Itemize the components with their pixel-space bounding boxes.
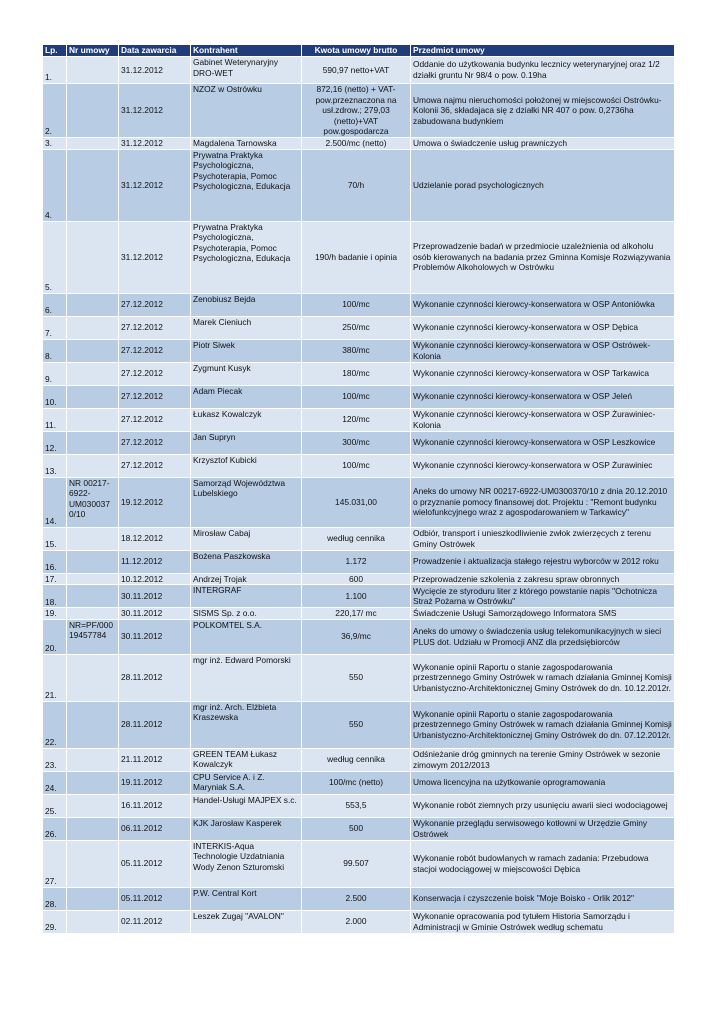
cell-data-zawarcia: 27.12.2012 <box>119 362 191 385</box>
cell-kontrahent: Magdalena Tarnowska <box>191 137 302 149</box>
cell-przedmiot: Aneks do umowy o świadczenia usług telekomunikacyjnych w sieci PLUS dot. Udziału w Promocji ANZ dla przedsiębiorców <box>411 619 675 654</box>
cell-lp: 17. <box>43 573 67 585</box>
cell-nr-umowy <box>67 137 119 149</box>
cell-nr-umowy: NR=PF/000 19457784 <box>67 619 119 654</box>
header-przedmiot: Przedmiot umowy <box>411 45 675 57</box>
cell-przedmiot: Świadczenie Usługi Samorządowego Informatora SMS <box>411 608 675 620</box>
cell-data-zawarcia: 28.11.2012 <box>119 701 191 748</box>
cell-kontrahent: Gabinet Weterynaryjny DRO-WET <box>191 57 302 84</box>
cell-kwota: 553,5 <box>302 794 411 817</box>
cell-nr-umowy <box>67 149 119 221</box>
cell-kontrahent: KJK Jarosław Kasperek <box>191 817 302 840</box>
cell-kwota: 120/mc <box>302 408 411 431</box>
table-body <box>43 57 675 934</box>
cell-data-zawarcia: 27.12.2012 <box>119 293 191 316</box>
cell-nr-umowy <box>67 57 119 84</box>
cell-kwota: według cennika <box>302 748 411 771</box>
cell-lp: 11. <box>43 408 67 431</box>
cell-lp: 13. <box>43 454 67 477</box>
cell-nr-umowy <box>67 339 119 362</box>
cell-nr-umowy <box>67 794 119 817</box>
cell-kwota: 220,17/ mc <box>302 608 411 620</box>
cell-kontrahent: Andrzej Trojak <box>191 573 302 585</box>
header-lp: Lp. <box>43 45 67 57</box>
cell-lp: 27. <box>43 840 67 887</box>
cell-przedmiot: Odbiór, transport i unieszkodliwienie zwłok zwierzęcych z terenu Gminy Ostrówek <box>411 527 675 550</box>
cell-kontrahent: POLKOMTEL S.A. <box>191 619 302 654</box>
cell-kontrahent: Leszek Zugaj "AVALON" <box>191 910 302 933</box>
cell-przedmiot: Oddanie do użytkowania budynku lecznicy weterynaryjnej oraz 1/2 działki gruntu Nr 98/4 o pow. 0.19ha <box>411 57 675 84</box>
cell-nr-umowy <box>67 527 119 550</box>
cell-przedmiot: Wykonanie czynności kierowcy-konserwatora w OSP Dębica <box>411 316 675 339</box>
table-row <box>43 362 675 385</box>
cell-nr-umowy <box>67 608 119 620</box>
cell-kontrahent: mgr inż. Edward Pomorski <box>191 654 302 701</box>
cell-przedmiot: Wykonanie czynności kierowcy-konserwatora w OSP Ostrówek-Kolonia <box>411 339 675 362</box>
cell-data-zawarcia: 31.12.2012 <box>119 137 191 149</box>
cell-kwota: 99.507 <box>302 840 411 887</box>
cell-lp: 14. <box>43 477 67 527</box>
cell-kontrahent: NZOZ w Ostrówku <box>191 84 302 138</box>
cell-lp: 25. <box>43 794 67 817</box>
cell-przedmiot: Aneks do umowy NR 00217-6922-UM0300370/10 z dnia 20.12.2010 o przyznanie pomocy finansowej dot. Projektu : "Remont budynku wielofunkcyjnego wraz z agospodarowaniem w Tarkawicy" <box>411 477 675 527</box>
cell-lp: 23. <box>43 748 67 771</box>
cell-nr-umowy <box>67 550 119 573</box>
cell-lp: 24. <box>43 771 67 794</box>
cell-data-zawarcia: 05.11.2012 <box>119 887 191 910</box>
cell-kwota: 600 <box>302 573 411 585</box>
cell-przedmiot: Umowa o świadczenie usług prawniczych <box>411 137 675 149</box>
cell-przedmiot: Umowa najmu nieruchomości położonej w miejscowości Ostrówku-Kolonii 36, składajaca się z działki NR 407 o pow. 0,2736ha zabudowana budynkiem <box>411 84 675 138</box>
table-row <box>43 84 675 138</box>
cell-kontrahent: Prywatna Praktyka Psychologiczna, Psychoterapia, Pomoc Psychologiczna, Edukacja <box>191 221 302 293</box>
cell-kontrahent: SISMS Sp. z o.o. <box>191 608 302 620</box>
table-row <box>43 573 675 585</box>
cell-kwota: 872,16 (netto) + VAT-pow.przeznaczona na usł.zdrow.; 279,03 (netto)+VAT pow.gospodarcza <box>302 84 411 138</box>
cell-lp: 26. <box>43 817 67 840</box>
cell-kwota: 100/mc (netto) <box>302 771 411 794</box>
cell-kontrahent: CPU Service A. i Z. Maryniak S.A. <box>191 771 302 794</box>
cell-data-zawarcia: 21.11.2012 <box>119 748 191 771</box>
cell-lp: 29. <box>43 910 67 933</box>
cell-kwota: 2.500 <box>302 887 411 910</box>
cell-kontrahent: Marek Cieniuch <box>191 316 302 339</box>
cell-data-zawarcia: 30.11.2012 <box>119 608 191 620</box>
cell-data-zawarcia: 27.12.2012 <box>119 339 191 362</box>
cell-nr-umowy <box>67 293 119 316</box>
cell-kwota: 100/mc <box>302 385 411 408</box>
cell-kontrahent: Jan Supryn <box>191 431 302 454</box>
cell-lp: 18. <box>43 585 67 608</box>
cell-data-zawarcia: 27.12.2012 <box>119 316 191 339</box>
cell-przedmiot: Wycięcie ze styroduru liter z którego powstanie napis "Ochotnicza Straż Pożarna w Ostrówku" <box>411 585 675 608</box>
cell-data-zawarcia: 31.12.2012 <box>119 221 191 293</box>
cell-data-zawarcia: 10.12.2012 <box>119 573 191 585</box>
cell-nr-umowy <box>67 910 119 933</box>
cell-kontrahent: INTERGRAF <box>191 585 302 608</box>
cell-lp: 7. <box>43 316 67 339</box>
cell-kwota: 2.500/mc (netto) <box>302 137 411 149</box>
cell-nr-umowy <box>67 573 119 585</box>
cell-data-zawarcia: 28.11.2012 <box>119 654 191 701</box>
cell-kontrahent: INTERKIS-Aqua Technologie Uzdatniania Wody Zenon Szturomski <box>191 840 302 887</box>
cell-nr-umowy <box>67 654 119 701</box>
cell-kontrahent: Zygmunt Kusyk <box>191 362 302 385</box>
header-kontrahent: Kontrahent <box>191 45 302 57</box>
cell-nr-umowy <box>67 817 119 840</box>
cell-kwota: 100/mc <box>302 454 411 477</box>
cell-data-zawarcia: 19.11.2012 <box>119 771 191 794</box>
cell-nr-umowy <box>67 585 119 608</box>
cell-kontrahent: Krzysztof Kubicki <box>191 454 302 477</box>
cell-nr-umowy <box>67 362 119 385</box>
cell-kwota: 500 <box>302 817 411 840</box>
table-row <box>43 701 675 748</box>
contracts-document <box>42 44 674 934</box>
header-row <box>43 45 675 57</box>
cell-kontrahent: Prywatna Praktyka Psychologiczna, Psychoterapia, Pomoc Psychologiczna, Edukacja <box>191 149 302 221</box>
cell-przedmiot: Wykonanie opinii Raportu o stanie zagospodarowania przestrzennego Gminy Ostrówek w ramach działania Gminnej Komisji Urbanistyczno-Architektonicznej Gminy Ostrówek do dn. 10.12.2012r. <box>411 654 675 701</box>
cell-data-zawarcia: 05.11.2012 <box>119 840 191 887</box>
cell-data-zawarcia: 30.11.2012 <box>119 619 191 654</box>
cell-lp: 21. <box>43 654 67 701</box>
cell-kontrahent: P.W. Central Kort <box>191 887 302 910</box>
cell-kontrahent: Mirosław Cabaj <box>191 527 302 550</box>
cell-nr-umowy <box>67 385 119 408</box>
cell-kwota: 300/mc <box>302 431 411 454</box>
cell-przedmiot: Wykonanie czynności kierowcy-konserwatora w OSP Tarkawica <box>411 362 675 385</box>
cell-przedmiot: Udzielanie porad psychologicznych <box>411 149 675 221</box>
cell-lp: 28. <box>43 887 67 910</box>
cell-kwota: 380/mc <box>302 339 411 362</box>
cell-kwota: 550 <box>302 701 411 748</box>
cell-lp: 2. <box>43 84 67 138</box>
cell-przedmiot: Wykonanie opracowania pod tytułem Historia Samorządu i Administracji w Gminie Ostrówek według schematu <box>411 910 675 933</box>
cell-kontrahent: Adam Piecak <box>191 385 302 408</box>
cell-przedmiot: Wykonanie robót ziemnych przy usunięciu awarii sieci wodociągowej <box>411 794 675 817</box>
cell-lp: 1. <box>43 57 67 84</box>
cell-data-zawarcia: 27.12.2012 <box>119 431 191 454</box>
cell-data-zawarcia: 16.11.2012 <box>119 794 191 817</box>
cell-lp: 20. <box>43 619 67 654</box>
table-row <box>43 794 675 817</box>
cell-lp: 9. <box>43 362 67 385</box>
table-row <box>43 608 675 620</box>
cell-lp: 22. <box>43 701 67 748</box>
cell-kontrahent: Piotr Siwek <box>191 339 302 362</box>
cell-lp: 5. <box>43 221 67 293</box>
cell-nr-umowy <box>67 408 119 431</box>
cell-lp: 6. <box>43 293 67 316</box>
cell-lp: 3. <box>43 137 67 149</box>
header-kwota: Kwota umowy brutto <box>302 45 411 57</box>
cell-data-zawarcia: 27.12.2012 <box>119 454 191 477</box>
cell-kontrahent: mgr inż. Arch. Elżbieta Kraszewska <box>191 701 302 748</box>
cell-data-zawarcia: 02.11.2012 <box>119 910 191 933</box>
cell-nr-umowy <box>67 748 119 771</box>
table-row <box>43 293 675 316</box>
cell-kwota: 2.000 <box>302 910 411 933</box>
cell-nr-umowy: NR 00217-6922-UM030037 0/10 <box>67 477 119 527</box>
cell-kwota: 145.031,00 <box>302 477 411 527</box>
cell-data-zawarcia: 31.12.2012 <box>119 149 191 221</box>
cell-kwota: 590,97 netto+VAT <box>302 57 411 84</box>
cell-lp: 4. <box>43 149 67 221</box>
cell-kwota: 1.172 <box>302 550 411 573</box>
cell-kwota: 70/h <box>302 149 411 221</box>
cell-nr-umowy <box>67 431 119 454</box>
cell-data-zawarcia: 06.11.2012 <box>119 817 191 840</box>
cell-nr-umowy <box>67 771 119 794</box>
cell-nr-umowy <box>67 84 119 138</box>
table-row <box>43 408 675 431</box>
cell-przedmiot: Wykonanie przeglądu serwisowego kotłowni w Urzędzie Gminy Ostrówek <box>411 817 675 840</box>
cell-nr-umowy <box>67 316 119 339</box>
table-row <box>43 431 675 454</box>
cell-lp: 19. <box>43 608 67 620</box>
table-row <box>43 585 675 608</box>
cell-lp: 16. <box>43 550 67 573</box>
cell-data-zawarcia: 31.12.2012 <box>119 57 191 84</box>
table-row <box>43 477 675 527</box>
cell-przedmiot: Umowa licencyjna na użytkowanie oprogramowania <box>411 771 675 794</box>
table-row <box>43 316 675 339</box>
cell-kwota: 1.100 <box>302 585 411 608</box>
table-row <box>43 887 675 910</box>
cell-lp: 8. <box>43 339 67 362</box>
cell-przedmiot: Przeprowadzenie szkolenia z zakresu spraw obronnych <box>411 573 675 585</box>
table-row <box>43 339 675 362</box>
table-row <box>43 149 675 221</box>
table-row <box>43 57 675 84</box>
cell-kwota: 36,9/mc <box>302 619 411 654</box>
cell-przedmiot: Odśnieżanie dróg gminnych na terenie Gminy Ostrówek w sezonie zimowym 2012/2013 <box>411 748 675 771</box>
table-row <box>43 454 675 477</box>
table-row <box>43 527 675 550</box>
cell-przedmiot: Prowadzenie i aktualizacja stałego rejestru wyborców w 2012 roku <box>411 550 675 573</box>
cell-nr-umowy <box>67 840 119 887</box>
cell-kontrahent: GREEN TEAM Łukasz Kowalczyk <box>191 748 302 771</box>
cell-nr-umowy <box>67 701 119 748</box>
cell-kontrahent: Handel-Usługi MAJPEX s.c. <box>191 794 302 817</box>
cell-przedmiot: Wykonanie robót budowlanych w ramach zadania: Przebudowa stacjoi wodociągowej w miejscowości Dębica <box>411 840 675 887</box>
cell-data-zawarcia: 27.12.2012 <box>119 408 191 431</box>
table-row <box>43 910 675 933</box>
cell-lp: 15. <box>43 527 67 550</box>
cell-kwota: 180/mc <box>302 362 411 385</box>
cell-przedmiot: Wykonanie czynności kierowcy-konserwatora w OSP Żurawiniec <box>411 454 675 477</box>
cell-przedmiot: Wykonanie czynności kierowcy-konserwatora w OSP Jeleń <box>411 385 675 408</box>
cell-kwota: 250/mc <box>302 316 411 339</box>
cell-data-zawarcia: 31.12.2012 <box>119 84 191 138</box>
cell-kontrahent: Łukasz Kowalczyk <box>191 408 302 431</box>
header-nr-umowy: Nr umowy <box>67 45 119 57</box>
cell-lp: 10. <box>43 385 67 408</box>
table-row <box>43 748 675 771</box>
cell-kontrahent: Bożena Paszkowska <box>191 550 302 573</box>
cell-nr-umowy <box>67 454 119 477</box>
header-data-zawarcia: Data zawarcia <box>119 45 191 57</box>
table-row <box>43 137 675 149</box>
table-row <box>43 771 675 794</box>
cell-data-zawarcia: 19.12.2012 <box>119 477 191 527</box>
table-row <box>43 221 675 293</box>
cell-data-zawarcia: 30.11.2012 <box>119 585 191 608</box>
cell-kwota: 100/mc <box>302 293 411 316</box>
table-row <box>43 654 675 701</box>
cell-kwota: 550 <box>302 654 411 701</box>
cell-data-zawarcia: 27.12.2012 <box>119 385 191 408</box>
table-row <box>43 619 675 654</box>
cell-data-zawarcia: 18.12.2012 <box>119 527 191 550</box>
table-header <box>43 45 675 57</box>
cell-przedmiot: Wykonanie czynności kierowcy-konserwatora w OSP Leszkowice <box>411 431 675 454</box>
cell-nr-umowy <box>67 221 119 293</box>
cell-przedmiot: Wykonanie czynności kierowcy-konserwatora w OSP Żurawiniec-Kolonia <box>411 408 675 431</box>
cell-lp: 12. <box>43 431 67 454</box>
cell-kontrahent: Zenobiusz Bejda <box>191 293 302 316</box>
cell-przedmiot: Wykonanie opinii Raportu o stanie zagospodarowania przestrzennego Gminy Ostrówek w ramach działania Gminnej Komisji Urbanistyczno-Architektonicznej Gminy Ostrówek do dn. 07.12.2012r. <box>411 701 675 748</box>
cell-przedmiot: Przeprowadzenie badań w przedmiocie uzależnienia od alkoholu osób kierowanych na badania przez Gminna Komisje Rozwiązywania Problemów Alkoholowych w Ostrówku <box>411 221 675 293</box>
table-row <box>43 817 675 840</box>
contracts-table <box>42 44 675 934</box>
cell-przedmiot: Konserwacja i czyszczenie boisk "Moje Boisko - Orlik 2012" <box>411 887 675 910</box>
cell-kwota: według cennika <box>302 527 411 550</box>
table-row <box>43 550 675 573</box>
cell-przedmiot: Wykonanie czynności kierowcy-konserwatora w OSP Antoniówka <box>411 293 675 316</box>
cell-kwota: 190/h badanie i opinia <box>302 221 411 293</box>
cell-kontrahent: Samorząd Województwa Lubelskiego <box>191 477 302 527</box>
table-row <box>43 840 675 887</box>
table-row <box>43 385 675 408</box>
cell-nr-umowy <box>67 887 119 910</box>
cell-data-zawarcia: 11.12.2012 <box>119 550 191 573</box>
